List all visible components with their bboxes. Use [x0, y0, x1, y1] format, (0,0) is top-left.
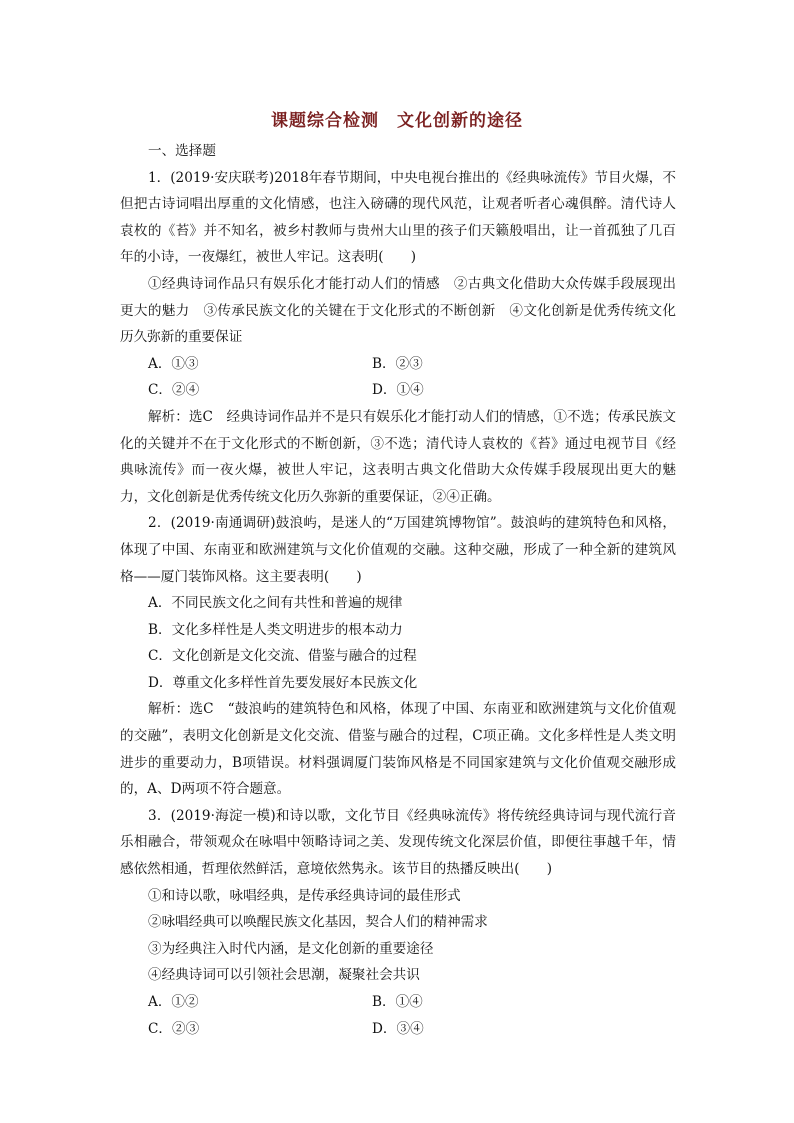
statement-1: ①和诗以歌，咏唱经典，是传承经典诗词的最佳形式 [148, 887, 461, 904]
statement-2: ②咏唱经典可以唤醒民族文化基因，契合人们的精神需求 [148, 914, 488, 931]
title-part-2: 文化创新的途径 [397, 111, 523, 131]
question-2-stem: 2．(2019·南通调研)鼓浪屿，是迷人的“万国建筑博物馆”。鼓浪屿的建筑特色和风格，体现了中国、东南亚和欧洲建筑与文化价值观的交融。这种交融，形成了一种全新的建筑风格——厦门装饰风格。这主要表明( ) [120, 515, 676, 585]
document-body [120, 138, 676, 1042]
option-b: B．①④ [372, 994, 423, 1010]
question-1-statements: ①经典诗词作品只有娱乐化才能打动人们的情感 ②古典文化借助大众传媒手段展现出更大的魅力 ③传承民族文化的关键在于文化形式的不断创新 ④文化创新是优秀传统文化历久弥新的重要保证 [120, 275, 676, 346]
option-d: D．①④ [372, 382, 424, 399]
option-d: D．尊重文化多样性首先要发展好本民族文化 [148, 674, 418, 691]
question-3-stem: 3．(2019·海淀一模)和诗以歌，文化节目《经典咏流传》将传统经典诗词与现代流行音乐相融合，带领观众在咏唱中领略诗词之美、发现传统文化深层价值，即便往事越千年，情感依然相通，哲理依然鲜活，意境依然隽永。该节目的热播反映出( ) [120, 807, 676, 878]
statement-3: ③为经典注入时代内涵，是文化创新的重要途径 [148, 940, 434, 957]
question-1-options [120, 351, 676, 404]
question-1-stem: 1．(2019·安庆联考)2018年春节期间，中央电视台推出的《经典咏流传》节目火爆，不但把古诗词唱出厚重的文化情感，也注入磅礴的现代风范，让观者听者心魂俱醉。清代诗人袁枚的《苔》并不知名，被乡村教师与贵州大山里的孩子们天籁般唱出，让一首孤独了几百年的小诗，一夜爆红，被世人牢记。这表明( ) [120, 169, 676, 266]
option-d: D．③④ [372, 1020, 424, 1037]
option-c: C．文化创新是文化交流、借鉴与融合的过程 [148, 648, 417, 665]
question-2-analysis: 解析：选C “鼓浪屿的建筑特色和风格，体现了中国、东南亚和欧洲建筑与文化价值观的交融”，表明文化创新是文化交流、借鉴与融合的过程，C项正确。文化多样性是人类文明进步的重要动力，B项错误。材料强调厦门装饰风格是不同国家建筑与文化价值观交融形成的，A、D两项不符合题意。 [120, 701, 676, 798]
title-part-1: 课题综合检测 [271, 111, 379, 131]
option-b: B．文化多样性是人类文明进步的根本动力 [148, 621, 403, 638]
section-heading: 一、选择题 [148, 143, 216, 159]
question-3-options [120, 989, 676, 1042]
option-a: A．不同民族文化之间有共性和普遍的规律 [148, 595, 403, 612]
option-a: A．①② [148, 994, 199, 1010]
option-b: B．②③ [372, 355, 423, 372]
statement-4: ④经典诗词可以引领社会思潮，凝聚社会共识 [148, 967, 420, 984]
page-title [0, 106, 794, 131]
option-a: A．①③ [148, 355, 199, 372]
option-c: C．②③ [148, 1020, 200, 1037]
question-1-analysis: 解析：选C 经典诗词作品并不是只有娱乐化才能打动人们的情感，①不选；传承民族文化的关键并不在于文化形式的不断创新，③不选；清代诗人袁枚的《苔》通过电视节目《经典咏流传》而一夜火爆，被世人牢记，这表明古典文化借助大众传媒手段展现出更大的魅力，文化创新是优秀传统文化历久弥新的重要保证，②④正确。 [120, 408, 676, 505]
option-c: C．②④ [148, 382, 200, 399]
